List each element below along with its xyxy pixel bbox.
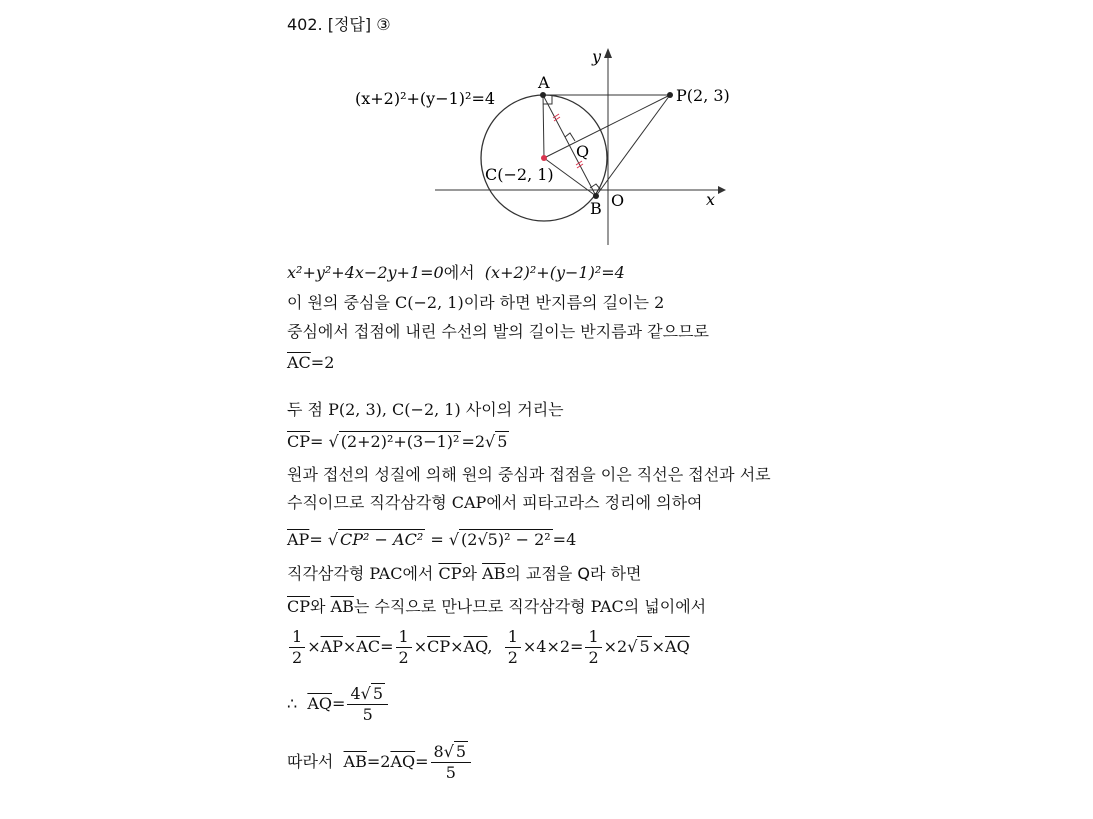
page-title: 402. [정답] ③: [287, 15, 391, 34]
segment-CP: [544, 95, 670, 158]
label-B: B: [590, 199, 602, 218]
label-Q: Q: [576, 142, 590, 161]
point-P: [667, 92, 673, 98]
circle-equation-label: (x+2)²+(y−1)²=4: [355, 89, 496, 108]
label-P: P(2, 3): [676, 86, 730, 105]
fraction-AQ: $\frac{4√ 5}{5}$: [347, 684, 388, 725]
solution-line-3: 중심에서 접점에 내린 수선의 발의 길이는 반지름과 같으므로: [287, 322, 710, 341]
solution-line-6: $\overline{CP}=$ √ (2+2)²+(3−1)² =2√ 5: [287, 432, 508, 451]
solution-line-10: 직각삼각형 PAC에서 $\overline{CP}$와 $\overline{AB}$의 교점을 Q라 하면: [287, 564, 642, 583]
solution-line-8: 수직이므로 직각삼각형 CAP에서 피타고라스 정리에 의하여: [287, 493, 703, 512]
point-C: [541, 155, 547, 161]
label-x-axis: x: [706, 190, 716, 209]
y-axis-arrow: [604, 48, 612, 58]
solution-line-5: 두 점 P(2, 3), C(−2, 1) 사이의 거리는: [287, 400, 564, 419]
solution-line-12: $\frac{1}{2}$ $\times\overline{AP}\times\overline{AC}=$ $\frac{1}{2}$ $\times\overline{CP}\times\overline{AQ}$, $\frac{1}{2}$ ×4×2= $\frac{1}{2}$ ×2√ $5 \times\overline{AQ}$: [287, 627, 690, 668]
fraction-half-2: $\frac{1}{2}$: [396, 627, 412, 668]
solution-line-1: x²+y²+4x−2y+1=0에서 (x+2)²+(y−1)²=4: [287, 263, 625, 282]
solution-line-2: 이 원의 중심을 C(−2, 1)이라 하면 반지름의 길이는 2: [287, 293, 665, 312]
point-A: [540, 92, 546, 98]
solution-line-4: $\overline{AC}=2$: [287, 353, 335, 372]
label-C: C(−2, 1): [485, 165, 554, 184]
fraction-half-4: $\frac{1}{2}$: [585, 627, 601, 668]
solution-line-14: 따라서 $\overline{AB}=2\overline{AQ}=$ $\frac{8√ 5}{5}$: [287, 742, 473, 783]
fraction-half-3: $\frac{1}{2}$: [505, 627, 521, 668]
geometry-figure: [0, 0, 1093, 260]
x-axis-arrow: [718, 186, 726, 194]
fraction-half-1: $\frac{1}{2}$: [289, 627, 305, 668]
label-O: O: [611, 191, 625, 210]
solution-line-13: ∴ $\overline{AQ}=$ $\frac{4√ 5}{5}$: [287, 684, 390, 725]
solution-line-7: 원과 접선의 성질에 의해 원의 중심과 접점을 이은 직선은 접선과 서로: [287, 465, 771, 484]
solution-line-11: $\overline{CP}$와 $\overline{AB}$는 수직으로 만나므로 직각삼각형 PAC의 넓이에서: [287, 597, 707, 616]
tangent-PB: [596, 95, 670, 196]
label-y-axis: y: [592, 47, 602, 66]
label-A: A: [538, 73, 550, 92]
solution-line-9: $\overline{AP}=$ √ CP² − AC² = √ (2√5)² − 2² =4: [287, 530, 577, 549]
fraction-AB: $\frac{8√ 5}{5}$: [431, 742, 472, 783]
